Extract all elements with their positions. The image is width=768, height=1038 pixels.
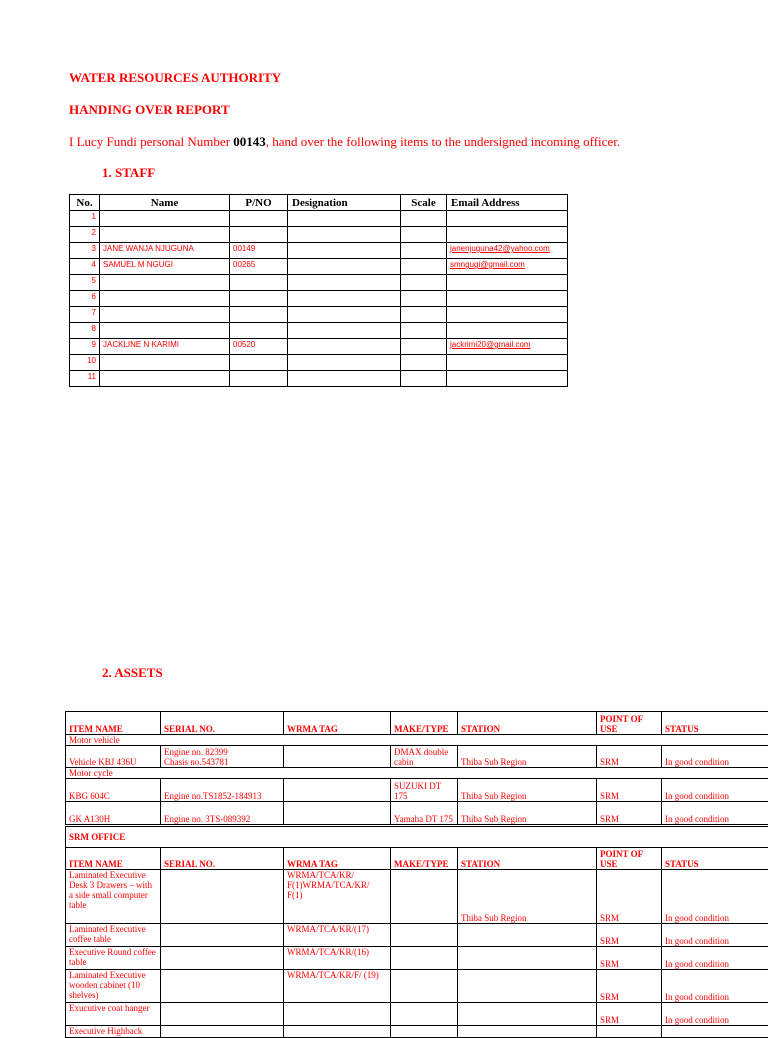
staff-designation: [288, 307, 401, 323]
assets-header-row: [66, 712, 768, 735]
staff-pno: [230, 323, 288, 339]
serial-line: Chasis no.543781: [164, 757, 280, 767]
item-name: Laminated Executive wooden cabinet (10 shelves): [66, 970, 161, 1003]
staff-scale: [401, 371, 447, 387]
staff-designation: [288, 275, 401, 291]
srm-office-table: [65, 826, 768, 1038]
table-row: [66, 746, 768, 768]
staff-email: [447, 307, 568, 323]
wrma-tag: [284, 1026, 391, 1038]
table-row: [70, 339, 568, 355]
wrma-tag: WRMA/TCA/KR/ F(1)WRMA/TCA/KR/ F(1): [284, 870, 391, 924]
table-row: [70, 291, 568, 307]
row-number: 10: [70, 355, 100, 371]
staff-pno: [230, 371, 288, 387]
station: [458, 1026, 597, 1038]
staff-scale: [401, 275, 447, 291]
station: [458, 947, 597, 970]
assets-table: [65, 711, 768, 825]
item-name: Executive Highback: [66, 1026, 161, 1038]
srm-header-row: [66, 848, 768, 870]
staff-email: [447, 275, 568, 291]
staff-name: [100, 355, 230, 371]
staff-name: [100, 323, 230, 339]
col-header-no: No.: [70, 195, 100, 211]
section-staff-heading: 1. STAFF: [102, 165, 155, 181]
staff-scale: [401, 243, 447, 259]
staff-email: [447, 355, 568, 371]
point-of-use: SRM: [597, 746, 662, 768]
station: [458, 1003, 597, 1026]
staff-designation: [288, 259, 401, 275]
col-header-serial: SERIAL NO.: [161, 712, 284, 735]
col-header-tag: WRMA TAG: [284, 848, 391, 870]
serial-no: Engine no.TS1852-184913: [161, 779, 284, 802]
col-header-station: STATION: [458, 848, 597, 870]
col-header-designation: Designation: [288, 195, 401, 211]
col-header-scale: Scale: [401, 195, 447, 211]
staff-pno: [230, 227, 288, 243]
category-label: Motor cycle: [66, 768, 768, 779]
srm-office-caption: SRM OFFICE: [66, 827, 768, 848]
staff-scale: [401, 339, 447, 355]
item-name: KBG 604C: [66, 779, 161, 802]
col-header-point-of-use: POINT OF USE: [597, 712, 662, 735]
wrma-tag: [284, 779, 391, 802]
staff-name: [100, 275, 230, 291]
col-header-status: STATUS: [662, 848, 768, 870]
staff-email[interactable]: smngugi@gmail.com: [447, 259, 568, 275]
point-of-use: SRM: [597, 1003, 662, 1026]
wrma-tag: WRMA/TCA/KR/F/ (19): [284, 970, 391, 1003]
point-of-use: SRM: [597, 779, 662, 802]
staff-pno: [230, 291, 288, 307]
table-row: [70, 211, 568, 227]
col-header-make: MAKE/TYPE: [391, 848, 458, 870]
serial-no: Engine no. 3TS-089392: [161, 802, 284, 825]
station: [458, 970, 597, 1003]
staff-designation: [288, 211, 401, 227]
row-number: 11: [70, 371, 100, 387]
wrma-tag: WRMA/TCA/KR/(17): [284, 924, 391, 947]
wrma-tag: [284, 1003, 391, 1026]
personal-number: 00143: [233, 134, 266, 149]
staff-email[interactable]: jackrimi20@gmail.com: [447, 339, 568, 355]
srm-caption-row: [66, 827, 768, 848]
col-header-name: Name: [100, 195, 230, 211]
staff-email: [447, 323, 568, 339]
item-name: Exucutive coat hanger: [66, 1003, 161, 1026]
row-number: 3: [70, 243, 100, 259]
wrma-tag: [284, 802, 391, 825]
make-type: [391, 870, 458, 924]
table-row: [66, 802, 768, 825]
row-number: 2: [70, 227, 100, 243]
col-header-item-name: ITEM NAME: [66, 848, 161, 870]
staff-table: [69, 194, 568, 387]
staff-scale: [401, 211, 447, 227]
section-assets-heading: 2. ASSETS: [102, 665, 163, 681]
status: In good condition: [662, 947, 768, 970]
make-type: SUZUKI DT 175: [391, 779, 458, 802]
staff-designation: [288, 371, 401, 387]
station: [458, 924, 597, 947]
staff-designation: [288, 291, 401, 307]
point-of-use: SRM: [597, 870, 662, 924]
table-row: [70, 227, 568, 243]
table-row: [66, 779, 768, 802]
col-header-status: STATUS: [662, 712, 768, 735]
row-number: 1: [70, 211, 100, 227]
staff-pno: 00149: [230, 243, 288, 259]
staff-scale: [401, 323, 447, 339]
point-of-use: SRM: [597, 947, 662, 970]
row-number: 5: [70, 275, 100, 291]
station: Thiba Sub Region: [458, 870, 597, 924]
staff-designation: [288, 323, 401, 339]
table-row: [70, 323, 568, 339]
status: In good condition: [662, 746, 768, 768]
row-number: 7: [70, 307, 100, 323]
status: In good condition: [662, 802, 768, 825]
staff-name: [100, 371, 230, 387]
staff-email[interactable]: janenjuguna42@yahoo.com: [447, 243, 568, 259]
status: [662, 1026, 768, 1038]
staff-designation: [288, 355, 401, 371]
make-type: DMAX double cabin: [391, 746, 458, 768]
make-type: [391, 924, 458, 947]
make-type: [391, 1003, 458, 1026]
staff-pno: [230, 275, 288, 291]
staff-name: [100, 227, 230, 243]
staff-pno: 00520: [230, 339, 288, 355]
make-type: [391, 947, 458, 970]
staff-email: [447, 291, 568, 307]
row-number: 9: [70, 339, 100, 355]
point-of-use: SRM: [597, 924, 662, 947]
table-row: [70, 243, 568, 259]
table-row: [70, 275, 568, 291]
station: Thiba Sub Region: [458, 802, 597, 825]
category-row-motor-cycle: [66, 768, 768, 779]
staff-scale: [401, 291, 447, 307]
serial-no: [161, 746, 284, 768]
status: In good condition: [662, 970, 768, 1003]
staff-pno: [230, 355, 288, 371]
serial-no: [161, 870, 284, 924]
serial-no: [161, 1026, 284, 1038]
staff-name: JANE WANJA NJUGUNA: [100, 243, 230, 259]
table-row: [66, 870, 768, 924]
staff-scale: [401, 227, 447, 243]
staff-header-row: [70, 195, 568, 211]
staff-email: [447, 227, 568, 243]
make-type: [391, 970, 458, 1003]
station: Thiba Sub Region: [458, 779, 597, 802]
status: In good condition: [662, 779, 768, 802]
station: Thiba Sub Region: [458, 746, 597, 768]
staff-designation: [288, 339, 401, 355]
item-name: Executive Round coffee table: [66, 947, 161, 970]
org-title: WATER RESOURCES AUTHORITY: [69, 70, 281, 86]
col-header-make: MAKE/TYPE: [391, 712, 458, 735]
col-header-tag: WRMA TAG: [284, 712, 391, 735]
staff-scale: [401, 259, 447, 275]
table-row: [70, 371, 568, 387]
staff-name: SAMUEL M NGUGI: [100, 259, 230, 275]
row-number: 8: [70, 323, 100, 339]
staff-designation: [288, 243, 401, 259]
col-header-serial: SERIAL NO.: [161, 848, 284, 870]
serial-line: Engine no. 82399: [164, 747, 280, 757]
category-label: Motor vehicle: [66, 735, 768, 746]
row-number: 6: [70, 291, 100, 307]
intro-paragraph: [69, 134, 620, 150]
make-type: Yamaha DT 175: [391, 802, 458, 825]
staff-scale: [401, 307, 447, 323]
staff-email: [447, 371, 568, 387]
item-name: GK A130H: [66, 802, 161, 825]
category-row-motor-vehicle: [66, 735, 768, 746]
staff-pno: 00265: [230, 259, 288, 275]
item-name: Vehicle KBJ 436U: [66, 746, 161, 768]
staff-scale: [401, 355, 447, 371]
serial-no: [161, 947, 284, 970]
staff-name: [100, 307, 230, 323]
table-row: [70, 259, 568, 275]
table-row: [70, 307, 568, 323]
staff-pno: [230, 307, 288, 323]
col-header-email: Email Address: [447, 195, 568, 211]
col-header-point-of-use: POINT OF USE: [597, 848, 662, 870]
wrma-tag: WRMA/TCA/KR/(16): [284, 947, 391, 970]
row-number: 4: [70, 259, 100, 275]
make-type: [391, 1026, 458, 1038]
wrma-tag: [284, 746, 391, 768]
staff-name: [100, 211, 230, 227]
status: In good condition: [662, 870, 768, 924]
status: In good condition: [662, 924, 768, 947]
serial-no: [161, 924, 284, 947]
table-row: [66, 970, 768, 1003]
point-of-use: [597, 1026, 662, 1038]
staff-pno: [230, 211, 288, 227]
serial-no: [161, 970, 284, 1003]
status: In good condition: [662, 1003, 768, 1026]
staff-name: JACKLINE N KARIMI: [100, 339, 230, 355]
staff-name: [100, 291, 230, 307]
col-header-item-name: ITEM NAME: [66, 712, 161, 735]
point-of-use: SRM: [597, 970, 662, 1003]
staff-designation: [288, 227, 401, 243]
table-row: [66, 1026, 768, 1038]
col-header-station: STATION: [458, 712, 597, 735]
table-row: [66, 1003, 768, 1026]
item-name: Laminated Executive Desk 3 Drawers – with a side small computer table: [66, 870, 161, 924]
table-row: [70, 355, 568, 371]
intro-text-after: , hand over the following items to the undersigned incoming officer.: [266, 134, 620, 149]
point-of-use: SRM: [597, 802, 662, 825]
table-row: [66, 947, 768, 970]
table-row: [66, 924, 768, 947]
intro-text-before: I Lucy Fundi personal Number: [69, 134, 233, 149]
serial-no: [161, 1003, 284, 1026]
staff-email: [447, 211, 568, 227]
col-header-pno: P/NO: [230, 195, 288, 211]
report-title: HANDING OVER REPORT: [69, 102, 230, 118]
item-name: Laminated Executive coffee table: [66, 924, 161, 947]
